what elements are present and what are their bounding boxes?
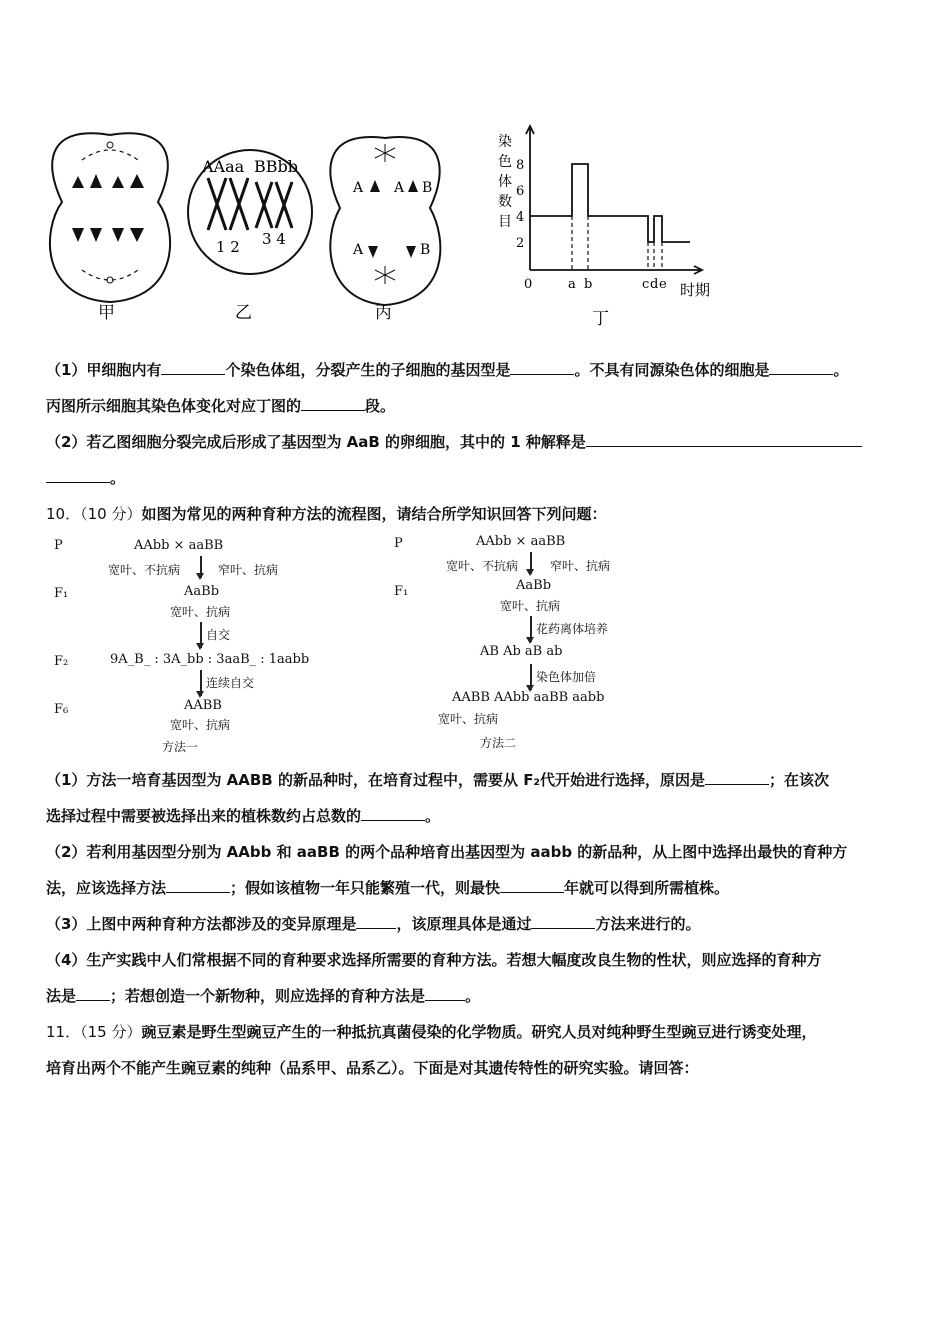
blank[interactable] bbox=[161, 360, 225, 375]
q10-part1: （1）方法一培育基因型为 AABB 的新品种时，在培育过程中，需要从 F₂代开始进行选择，原因是 ；在该次 选择过程中需要被选择出来的植株数约占总数的 。 bbox=[46, 771, 830, 825]
chart-origin: 0 bbox=[524, 277, 533, 292]
chart-ytick-4: 4 bbox=[516, 210, 525, 225]
q10-part2: （2）若利用基因型分别为 AAbb 和 aaBB 的两个品种培育出基因型为 aabb 的新品种，从上图中选择出最快的育种方 法，应该选择方法 ；假如该植物一年只能繁殖一代，则最快 年就可以得到所需植株。 bbox=[46, 843, 848, 897]
chart-xlabel: 时期 bbox=[680, 281, 711, 299]
chart-xtick-c: c bbox=[642, 277, 650, 292]
chart-xtick-b: b bbox=[584, 277, 593, 292]
arrow-down-icon bbox=[200, 622, 202, 648]
blank[interactable] bbox=[769, 360, 833, 375]
cell-bing-top-a1: A bbox=[353, 180, 364, 196]
blank[interactable] bbox=[500, 878, 564, 893]
cell-bing-top-b: B bbox=[422, 180, 433, 196]
arrow-down-icon bbox=[530, 616, 532, 642]
cell-division-figure bbox=[40, 120, 740, 335]
cell-bing-top-a2: A bbox=[394, 180, 405, 196]
cell-bing-bottom-b: B bbox=[420, 242, 431, 258]
cell-bing bbox=[330, 137, 440, 305]
chart-ytick-6: 6 bbox=[516, 184, 525, 199]
cell-yi-numbers-right: 3 4 bbox=[262, 230, 286, 248]
arrow-down-icon bbox=[530, 552, 532, 574]
blank[interactable] bbox=[76, 986, 110, 1001]
blank[interactable] bbox=[531, 914, 595, 929]
chart-xtick-e: e bbox=[659, 277, 667, 292]
label-bing: 丙 bbox=[375, 303, 392, 323]
blank[interactable] bbox=[586, 432, 862, 447]
blank[interactable] bbox=[166, 878, 230, 893]
chart-ylabel-4: 数 bbox=[498, 194, 512, 210]
chromosome-count-chart bbox=[526, 126, 702, 274]
chart-xtick-d: d bbox=[650, 277, 659, 292]
q11: 11．（15 分）豌豆素是野生型豌豆产生的一种抵抗真菌侵染的化学物质。研究人员对纯种野生型豌豆进行诱变处理， 培育出两个不能产生豌豆素的纯种（品系甲、品系乙）。下面是对其遗传特性的研究实验。请回答： bbox=[46, 1023, 817, 1077]
blank[interactable] bbox=[301, 396, 365, 411]
blank[interactable] bbox=[425, 986, 465, 1001]
q10-part3: （3）上图中两种育种方法都涉及的变异原理是 ，该原理具体是通过 方法来进行的。 bbox=[46, 915, 701, 933]
arrow-down-icon bbox=[200, 556, 202, 578]
arrow-down-icon bbox=[200, 670, 202, 696]
chart-ytick-8: 8 bbox=[516, 158, 525, 173]
chart-ylabel-2: 色 bbox=[498, 154, 512, 170]
chart-ylabel-3: 体 bbox=[498, 174, 512, 190]
method1-flowchart: P AAbb × aaBB 宽叶、不抗病 窄叶、抗病 F₁ AaBb 宽叶、抗病 自交 F₂ 9A_B_ : 3A_bb : 3aaB_ : 1aabb 连续自交 F₆ AABB 宽叶、抗病 方法一 bbox=[54, 538, 310, 754]
chart-xtick-a: a bbox=[568, 277, 576, 292]
cell-yi-alleles-right: BBbb bbox=[254, 157, 298, 176]
q10-part4: （4）生产实践中人们常根据不同的育种要求选择所需要的育种方法。若想大幅度改良生物的性状，则应选择的育种方 法是 ；若想创造一个新物种，则应选择的育种方法是 。 bbox=[46, 951, 822, 1005]
arrow-down-icon bbox=[530, 664, 532, 690]
blank[interactable] bbox=[356, 914, 396, 929]
method2-flowchart: P AAbb × aaBB 宽叶、不抗病 窄叶、抗病 F₁ AaBb 宽叶、抗病 花药离体培养 AB Ab aB ab 染色体加倍 AABB AAbb aaBB aabb 宽叶、抗病 方法二 bbox=[394, 534, 611, 750]
chart-ytick-2: 2 bbox=[516, 236, 525, 251]
cell-jia bbox=[50, 133, 170, 302]
blank[interactable] bbox=[361, 806, 425, 821]
label-jia: 甲 bbox=[98, 303, 115, 323]
blank[interactable] bbox=[46, 468, 110, 483]
label-yi: 乙 bbox=[235, 303, 252, 323]
q9-part1: （1）甲细胞内有 个染色体组，分裂产生的子细胞的基因型是 。不具有同源染色体的细胞是 。 丙图所示细胞其染色体变化对应丁图的 段。 bbox=[46, 361, 849, 415]
chart-ylabel-5: 目 bbox=[498, 214, 512, 230]
q9-part2: （2）若乙图细胞分裂完成后形成了基因型为 AaB 的卵细胞，其中的 1 种解释是 。 bbox=[46, 424, 908, 496]
chart-ylabel-1: 染 bbox=[498, 134, 512, 150]
q10-header: 10．（10 分）如图为常见的两种育种方法的流程图，请结合所学知识回答下列问题： bbox=[46, 505, 607, 523]
cell-bing-bottom-a: A bbox=[353, 242, 364, 258]
blank[interactable] bbox=[510, 360, 574, 375]
cell-yi-numbers-left: 1 2 bbox=[216, 238, 240, 256]
blank[interactable] bbox=[705, 770, 769, 785]
cell-yi-alleles-left: AAaa bbox=[202, 157, 245, 176]
label-ding: 丁 bbox=[592, 309, 609, 329]
